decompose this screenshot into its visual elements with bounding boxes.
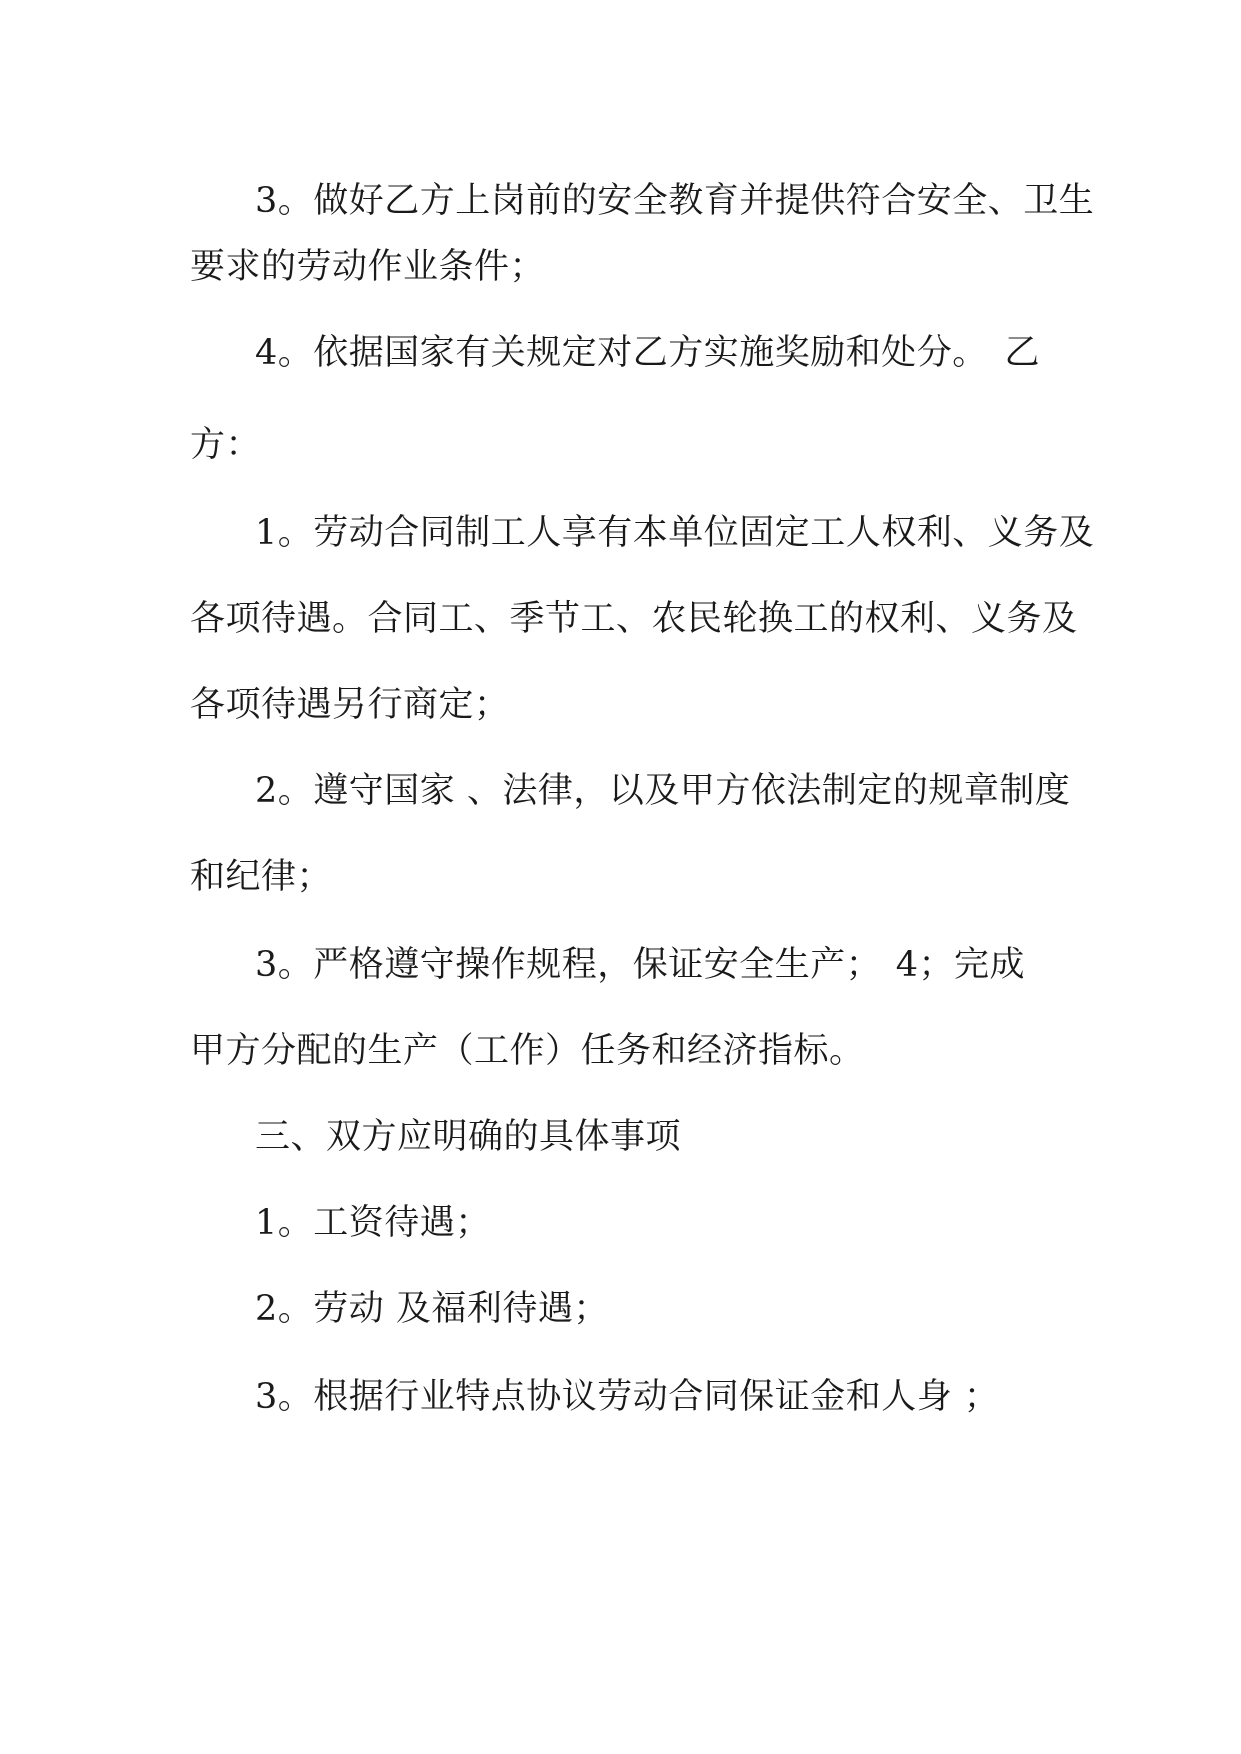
paragraph-line-11: 甲方分配的生产（工作）任务和经济指标。: [190, 1031, 865, 1071]
clause-text: 3。严格遵守操作规程，保证安全生产；: [255, 945, 882, 985]
paragraph-line-10: [255, 940, 1025, 990]
party-label-start: 乙: [1004, 333, 1040, 373]
paragraph-line-6: 各项待遇。合同工、季节工、农民轮换工的权利、义务及: [190, 599, 1078, 639]
paragraph-line-3: [255, 328, 1040, 378]
clause-text-continued: 4；完成: [895, 945, 1025, 985]
paragraph-line-7: 各项待遇另行商定；: [190, 685, 510, 725]
paragraph-line-2: 要求的劳动作业条件；: [190, 247, 546, 287]
paragraph-line-4: 方：: [190, 425, 262, 465]
paragraph-line-5: 1。劳动合同制工人享有本单位固定工人权利、义务及: [255, 513, 1095, 553]
section-heading: 三、双方应明确的具体事项: [255, 1117, 682, 1157]
list-item-1: 1。工资待遇；: [255, 1203, 491, 1243]
list-item-3: 3。根据行业特点协议劳动合同保证金和人身 ；: [255, 1377, 1000, 1417]
paragraph-line-8: 2。遵守国家 、法律，以及甲方依法制定的规章制度: [255, 771, 1071, 811]
list-item-2: 2。劳动 及福利待遇；: [255, 1289, 609, 1329]
paragraph-line-9: 和纪律；: [190, 857, 333, 897]
paragraph-line-1: 3。做好乙方上岗前的安全教育并提供符合安全、卫生: [255, 181, 1095, 221]
clause-text: 4。依据国家有关规定对乙方实施奖励和处分。: [255, 333, 988, 373]
